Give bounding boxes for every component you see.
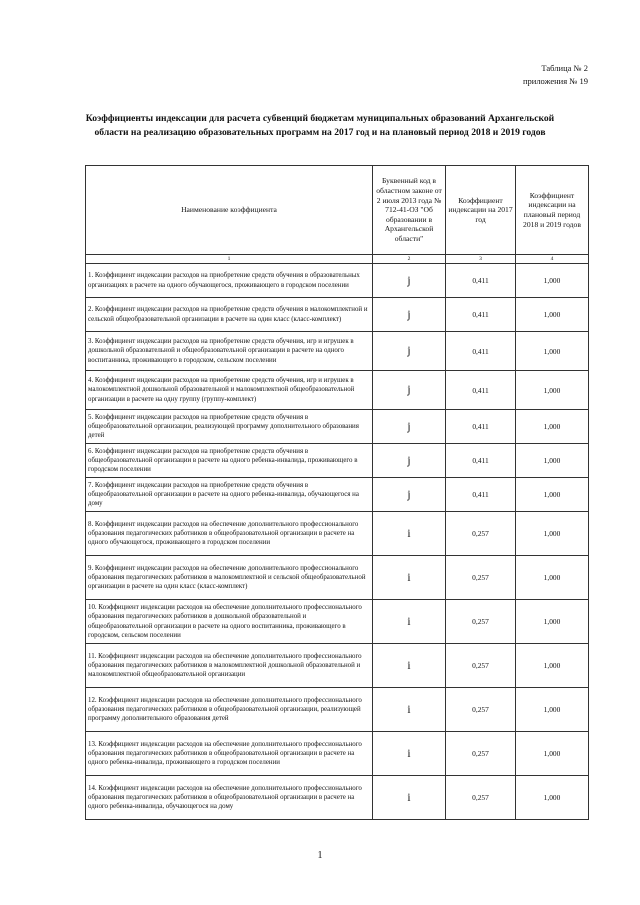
table-row xyxy=(86,371,589,410)
column-number: 3 xyxy=(446,255,516,264)
table-row xyxy=(86,556,589,600)
coefficient-plan: 1,000 xyxy=(516,556,589,600)
coefficient-2017: 0,411 xyxy=(446,298,516,332)
coefficient-plan: 1,000 xyxy=(516,264,589,298)
coefficient-2017: 0,257 xyxy=(446,512,516,556)
table-row xyxy=(86,332,589,371)
coefficient-2017: 0,257 xyxy=(446,732,516,776)
coefficients-table xyxy=(85,165,589,820)
coefficient-name: 4. Коэффициент индексации расходов на приобретение средств обучения, игр и игрушек в малокомплектной дошкольной образовательной и малокомплектной общеобразовательной организации в расчете на одну группу (группу-комплект) xyxy=(86,371,373,410)
letter-code: i xyxy=(373,776,446,820)
coefficient-plan: 1,000 xyxy=(516,776,589,820)
letter-code: j xyxy=(373,410,446,444)
coefficient-name: 13. Коэффициент индексации расходов на обеспечение дополнительного профессионального образования педагогических работников в общеобразовательной организации в расчете на одного ребенка-инвалида, проживающего в городском поселении xyxy=(86,732,373,776)
page-number: 1 xyxy=(317,850,323,861)
letter-code: j xyxy=(373,298,446,332)
coefficient-name: 11. Коэффициент индексации расходов на обеспечение дополнительного профессионального образования педагогических работников в малокомплектной дошкольной образовательной и малокомплектной общеобразовательной организации xyxy=(86,644,373,688)
coefficient-2017: 0,411 xyxy=(446,478,516,512)
coefficient-plan: 1,000 xyxy=(516,512,589,556)
coefficient-name: 12. Коэффициент индексации расходов на обеспечение дополнительного профессионального образования педагогических работников в общеобразовательной организации, реализующей программу дополнительного образования детей xyxy=(86,688,373,732)
letter-code: i xyxy=(373,644,446,688)
table-row xyxy=(86,478,589,512)
table-caption xyxy=(523,62,588,88)
table-number: Таблица № 2 xyxy=(541,63,588,73)
table-row xyxy=(86,444,589,478)
coefficient-plan: 1,000 xyxy=(516,444,589,478)
coefficient-name: 3. Коэффициент индексации расходов на приобретение средств обучения, игр и игрушек в дошкольной образовательной и общеобразовательной организации в расчете на одного воспитанника, проживающего в городском, сельском поселении xyxy=(86,332,373,371)
table-row xyxy=(86,264,589,298)
table-row xyxy=(86,776,589,820)
column-number: 4 xyxy=(516,255,589,264)
coefficient-2017: 0,257 xyxy=(446,776,516,820)
coefficient-plan: 1,000 xyxy=(516,371,589,410)
table-row xyxy=(86,410,589,444)
table-row xyxy=(86,644,589,688)
header-code: Буквенный код в областном законе от 2 июля 2013 года № 712-41-ОЗ "Об образовании в Архангельской области" xyxy=(373,166,446,255)
coefficient-2017: 0,257 xyxy=(446,600,516,644)
coefficient-name: 2. Коэффициент индексации расходов на приобретение средств обучения в малокомплектной и сельской общеобразовательной организации в расчете на один класс (класс-комплект) xyxy=(86,298,373,332)
coefficient-2017: 0,411 xyxy=(446,264,516,298)
column-number: 1 xyxy=(86,255,373,264)
table-row xyxy=(86,298,589,332)
letter-code: i xyxy=(373,600,446,644)
coefficient-name: 5. Коэффициент индексации расходов на приобретение средств обучения в общеобразовательной организации, реализующей программу дополнительного образования детей xyxy=(86,410,373,444)
letter-code: i xyxy=(373,688,446,732)
coefficient-name: 10. Коэффициент индексации расходов на обеспечение дополнительного профессионального образования педагогических работников в дошкольной образовательной и общеобразовательной организации в расчете на одного воспитанника, проживающего в городском, сельском поселении xyxy=(86,600,373,644)
table-row xyxy=(86,512,589,556)
coefficient-plan: 1,000 xyxy=(516,332,589,371)
coefficient-plan: 1,000 xyxy=(516,688,589,732)
letter-code: j xyxy=(373,332,446,371)
letter-code: i xyxy=(373,556,446,600)
coefficient-2017: 0,411 xyxy=(446,410,516,444)
coefficient-name: 9. Коэффициент индексации расходов на обеспечение дополнительного профессионального образования педагогических работников в малокомплектной и сельской общеобразовательной организации в расчете на один класс (класс-комплект) xyxy=(86,556,373,600)
coefficient-name: 6. Коэффициент индексации расходов на приобретение средств обучения в общеобразовательной организации в расчете на одного ребенка-инвалида, проживающего в городском поселении xyxy=(86,444,373,478)
coefficient-plan: 1,000 xyxy=(516,732,589,776)
column-number-row xyxy=(86,255,589,264)
coefficient-plan: 1,000 xyxy=(516,644,589,688)
coefficient-2017: 0,257 xyxy=(446,556,516,600)
letter-code: i xyxy=(373,732,446,776)
letter-code: j xyxy=(373,264,446,298)
coefficient-plan: 1,000 xyxy=(516,298,589,332)
coefficient-2017: 0,411 xyxy=(446,444,516,478)
document-title: Коэффициенты индексации для расчета субвенций бюджетам муниципальных образований Архангельской области на реализацию образовательных программ на 2017 год и на плановый период 2018 и 2019 годов xyxy=(85,113,555,138)
coefficient-2017: 0,411 xyxy=(446,371,516,410)
coefficient-plan: 1,000 xyxy=(516,478,589,512)
table-row xyxy=(86,688,589,732)
coefficient-plan: 1,000 xyxy=(516,410,589,444)
header-name: Наименование коэффициента xyxy=(86,166,373,255)
coefficient-2017: 0,411 xyxy=(446,332,516,371)
letter-code: j xyxy=(373,444,446,478)
header-coef-plan: Коэффициент индексации на плановый период 2018 и 2019 годов xyxy=(516,166,589,255)
coefficient-2017: 0,257 xyxy=(446,688,516,732)
coefficient-plan: 1,000 xyxy=(516,600,589,644)
coefficient-name: 8. Коэффициент индексации расходов на обеспечение дополнительного профессионального образования педагогических работников в общеобразовательной организации в расчете на одного обучающегося, проживающего в городском поселении xyxy=(86,512,373,556)
appendix-number: приложения № 19 xyxy=(522,76,588,86)
letter-code: j xyxy=(373,371,446,410)
header-coef-2017: Коэффициент индексации на 2017 год xyxy=(446,166,516,255)
coefficient-name: 7. Коэффициент индексации расходов на приобретение средств обучения в общеобразовательной организации в расчете на одного ребенка-инвалида, обучающегося на дому xyxy=(86,478,373,512)
coefficient-name: 1. Коэффициент индексации расходов на приобретение средств обучения в образовательных организациях в расчете на одного обучающегося, проживающего в городском поселении xyxy=(86,264,373,298)
table-row xyxy=(86,600,589,644)
coefficient-2017: 0,257 xyxy=(446,644,516,688)
table-row xyxy=(86,732,589,776)
letter-code: j xyxy=(373,478,446,512)
letter-code: i xyxy=(373,512,446,556)
column-number: 2 xyxy=(373,255,446,264)
coefficient-name: 14. Коэффициент индексации расходов на обеспечение дополнительного профессионального образования педагогических работников в общеобразовательной организации в расчете на одного ребенка-инвалида, обучающегося на дому xyxy=(86,776,373,820)
